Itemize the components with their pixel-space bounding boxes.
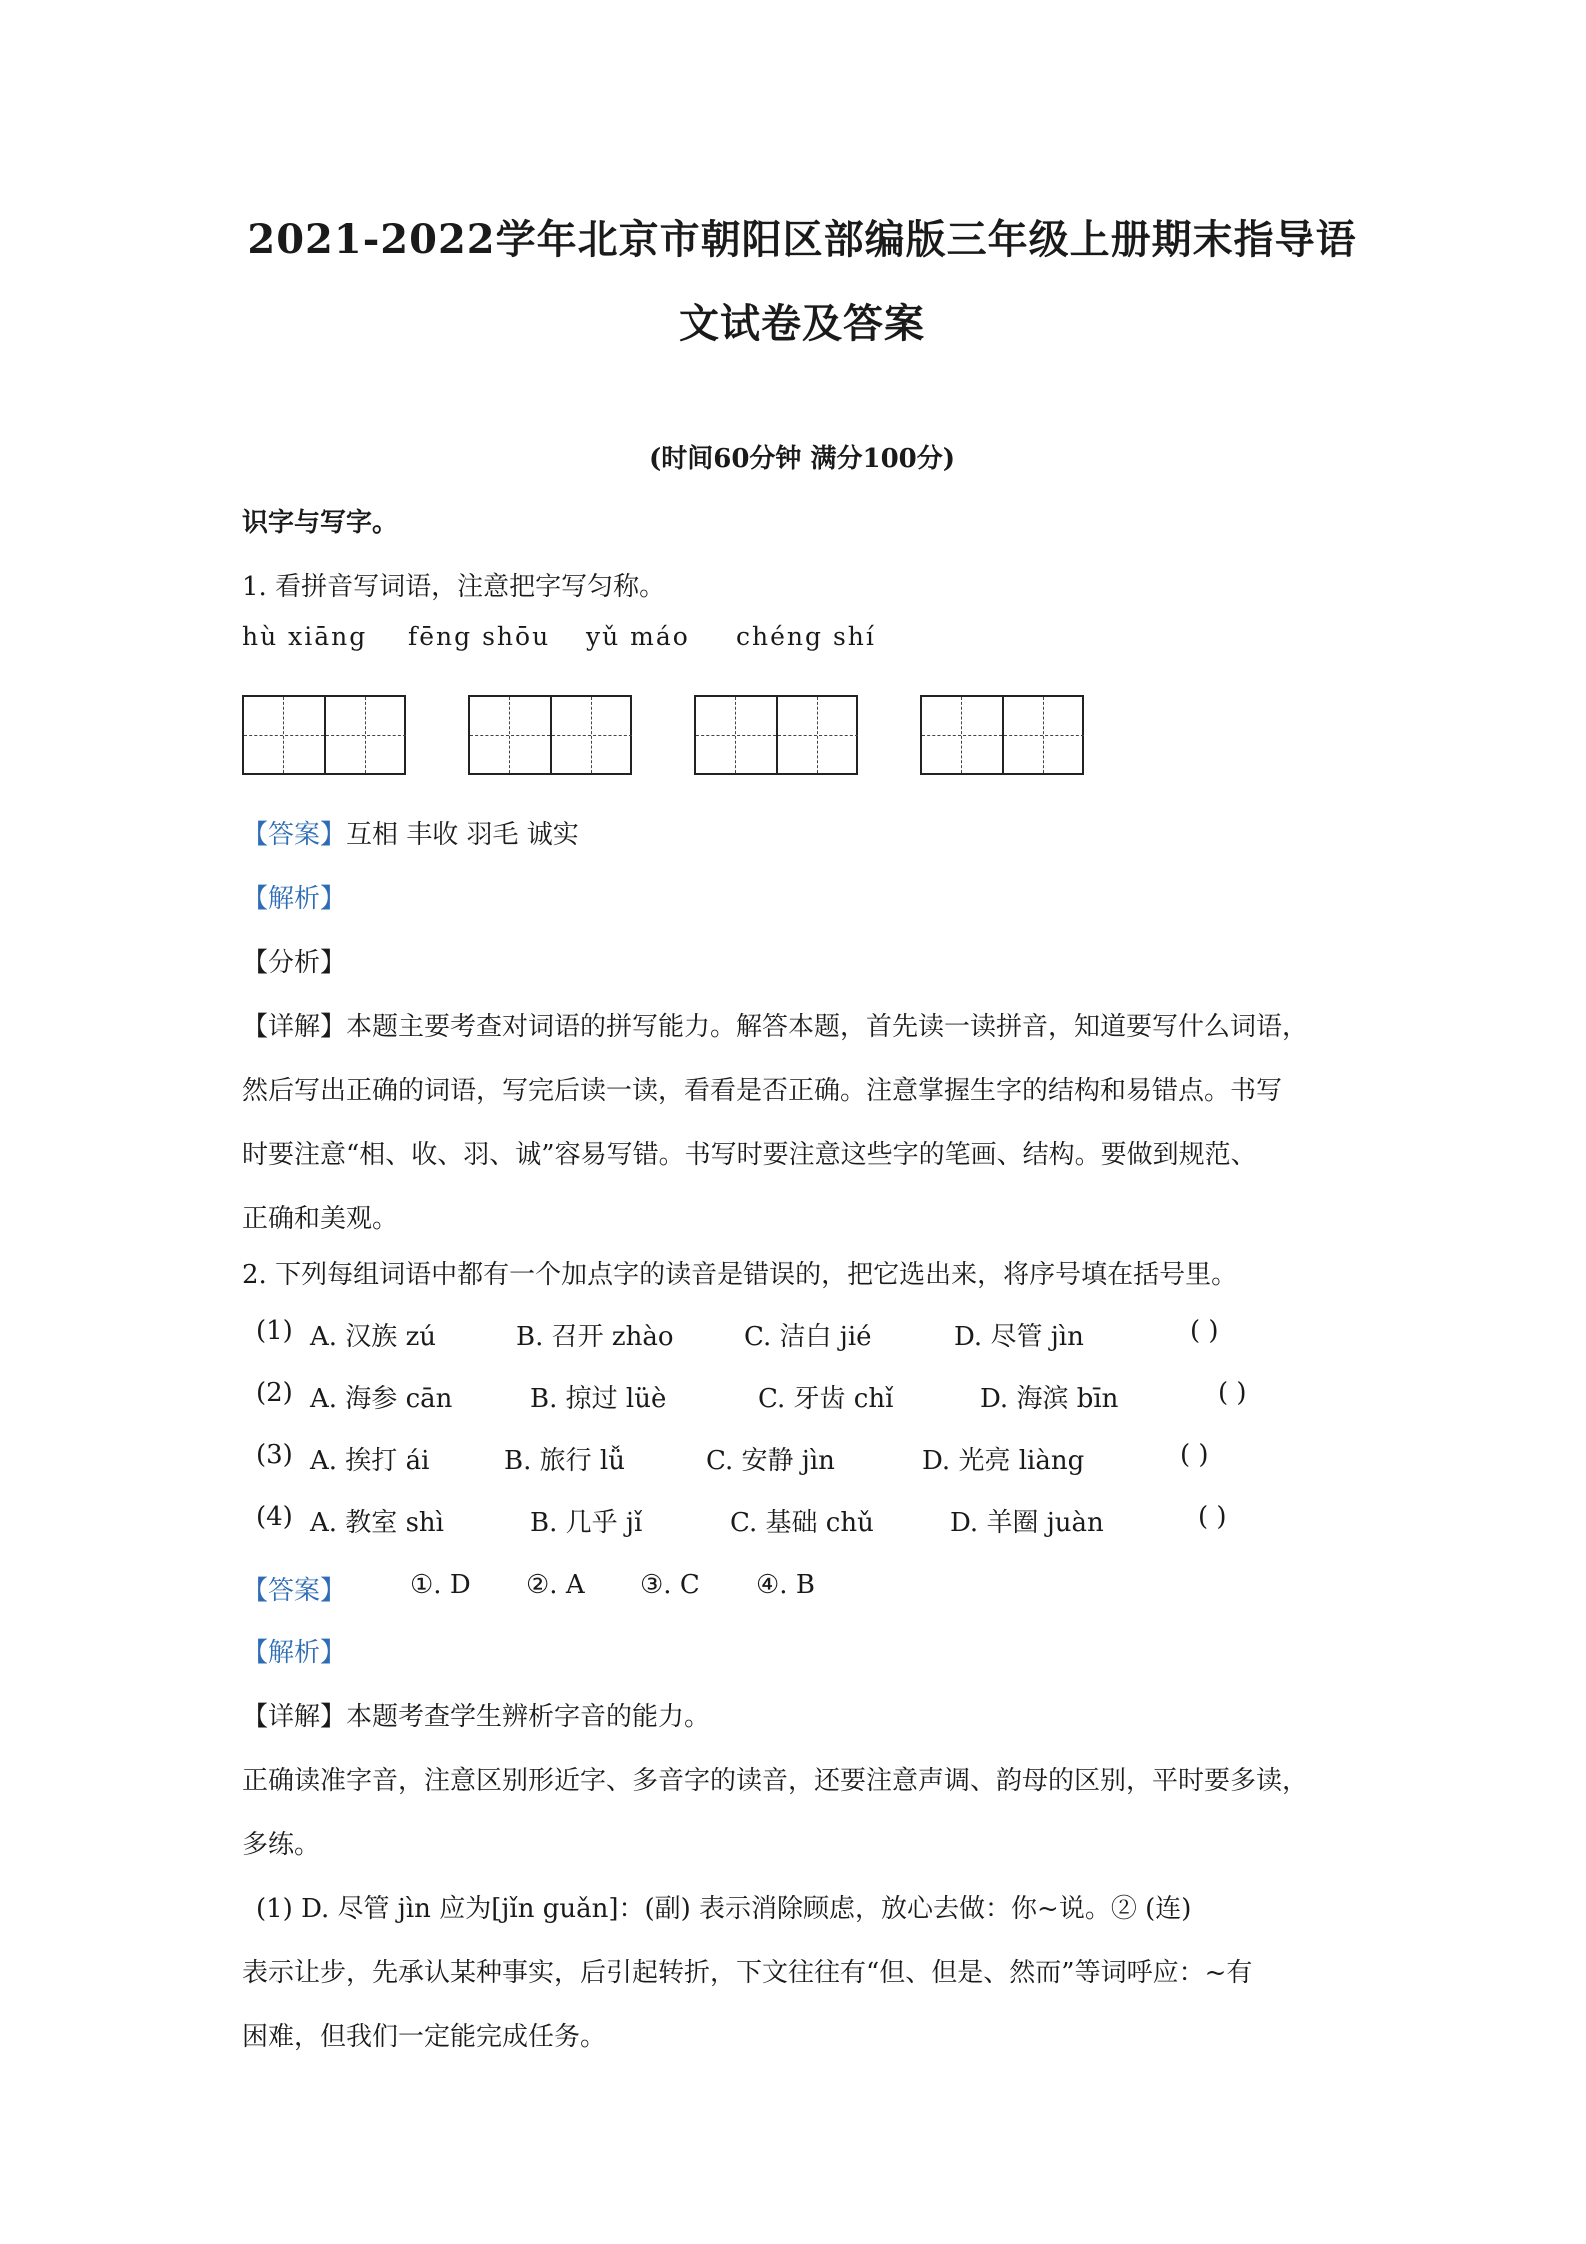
q2-row-2-option-c[interactable]: C. 牙齿 chǐ: [758, 1384, 894, 1414]
section-heading: 识字与写字。: [242, 508, 399, 538]
q2-row-3-option-c[interactable]: C. 安静 jìn: [706, 1446, 835, 1476]
q2-row-1-option-c[interactable]: C. 洁白 jié: [744, 1322, 872, 1352]
q2-answer-1: ①. D: [410, 1570, 471, 1600]
q2-row-3-option-a[interactable]: A. 挨打 ái: [310, 1446, 430, 1476]
detail-tag: 【详解】: [242, 1702, 347, 1732]
q2-row-2-answer-blank[interactable]: ( ): [1218, 1378, 1247, 1408]
q2-explain-line-3: (1) D. 尽管 jìn 应为[jǐn guǎn]：(副) 表示消除顾虑，放心去做：你~说。② (连): [256, 1894, 1192, 1924]
q1-pinyin-3: yǔ máo: [586, 622, 690, 651]
detail-tag: 【详解】: [242, 1012, 347, 1042]
q2-explain-line-1: 正确读准字音，注意区别形近字、多音字的读音，还要注意声调、韵母的区别，平时要多读，: [242, 1766, 1309, 1796]
q2-row-2-option-b[interactable]: B. 掠过 lüè: [530, 1384, 667, 1414]
q2-detail: 【详解】本题考查学生辨析字音的能力。: [242, 1702, 711, 1732]
q1-detail-line-4: 正确和美观。: [242, 1204, 399, 1234]
answer-tag: 【答案】: [242, 820, 347, 850]
q2-row-1-answer-blank[interactable]: ( ): [1190, 1316, 1219, 1346]
q2-explain-line-5: 困难，但我们一定能完成任务。: [242, 2022, 607, 2052]
q2-explain-line-2: 多练。: [242, 1830, 321, 1860]
q2-answer-3: ③. C: [640, 1570, 700, 1600]
answer-tag: 【答案】: [242, 1576, 347, 1606]
q1-fenxi-tag: 【分析】: [242, 948, 347, 978]
q2-answer-4: ④. B: [756, 1570, 815, 1600]
q2-stem: 2. 下列每组词语中都有一个加点字的读音是错误的，把它选出来，将序号填在括号里。: [242, 1260, 1238, 1290]
q2-row-4-option-b[interactable]: B. 几乎 jǐ: [530, 1508, 643, 1538]
q2-row-4-option-d[interactable]: D. 羊圈 juàn: [950, 1508, 1104, 1538]
q2-row-4-answer-blank[interactable]: ( ): [1198, 1502, 1227, 1532]
q1-detail-line-3: 时要注意“相、收、羽、诚”容易写错。书写时要注意这些字的笔画、结构。要做到规范、: [242, 1140, 1257, 1170]
q1-answer-text: 互相 丰收 羽毛 诚实: [346, 820, 579, 850]
q2-analysis-tag: 【解析】: [242, 1638, 347, 1668]
q2-row-4-option-c[interactable]: C. 基础 chǔ: [730, 1508, 874, 1538]
q2-row-3-option-d[interactable]: D. 光亮 liàng: [922, 1446, 1085, 1476]
q2-row-3-answer-blank[interactable]: ( ): [1180, 1440, 1209, 1470]
q1-stem: 1. 看拼音写词语，注意把字写匀称。: [242, 572, 666, 602]
q2-row-1-option-d[interactable]: D. 尽管 jìn: [954, 1322, 1084, 1352]
q1-analysis-tag: 【解析】: [242, 884, 347, 914]
writing-grid-2[interactable]: [468, 695, 632, 775]
q2-row-2-option-d[interactable]: D. 海滨 bīn: [980, 1384, 1119, 1414]
q2-row-1-option-b[interactable]: B. 召开 zhào: [516, 1322, 674, 1352]
exam-title-line1: 2021-2022学年北京市朝阳区部编版三年级上册期末指导语: [247, 216, 1357, 263]
exam-time-score: (时间60分钟 满分100分): [648, 444, 956, 474]
exam-title-line2: 文试卷及答案: [679, 300, 925, 347]
q2-row-1-option-a[interactable]: A. 汉族 zú: [310, 1322, 437, 1352]
q2-explain-line-4: 表示让步，先承认某种事实，后引起转折，下文往往有“但、但是、然而”等词呼应：~有: [242, 1958, 1253, 1988]
writing-grid-3[interactable]: [694, 695, 858, 775]
q2-row-2-option-a[interactable]: A. 海参 cān: [310, 1384, 453, 1414]
q1-pinyin-2: fēng shōu: [408, 622, 551, 651]
q1-pinyin-1: hù xiāng: [242, 622, 368, 651]
q2-row-3-option-b[interactable]: B. 旅行 lǚ: [504, 1446, 625, 1476]
q2-answer-2: ②. A: [526, 1570, 585, 1600]
writing-grid-4[interactable]: [920, 695, 1084, 775]
q1-detail-line-1: 【详解】本题主要考查对词语的拼写能力。解答本题，首先读一读拼音，知道要写什么词语，: [242, 1012, 1309, 1042]
q1-detail-line-2: 然后写出正确的词语，写完后读一读，看看是否正确。注意掌握生字的结构和易错点。书写: [242, 1076, 1283, 1106]
q2-row-4-option-a[interactable]: A. 教室 shì: [310, 1508, 444, 1538]
writing-grid-1[interactable]: [242, 695, 406, 775]
q1-answer: [242, 814, 579, 851]
q1-pinyin-4: chéng shí: [736, 622, 876, 651]
